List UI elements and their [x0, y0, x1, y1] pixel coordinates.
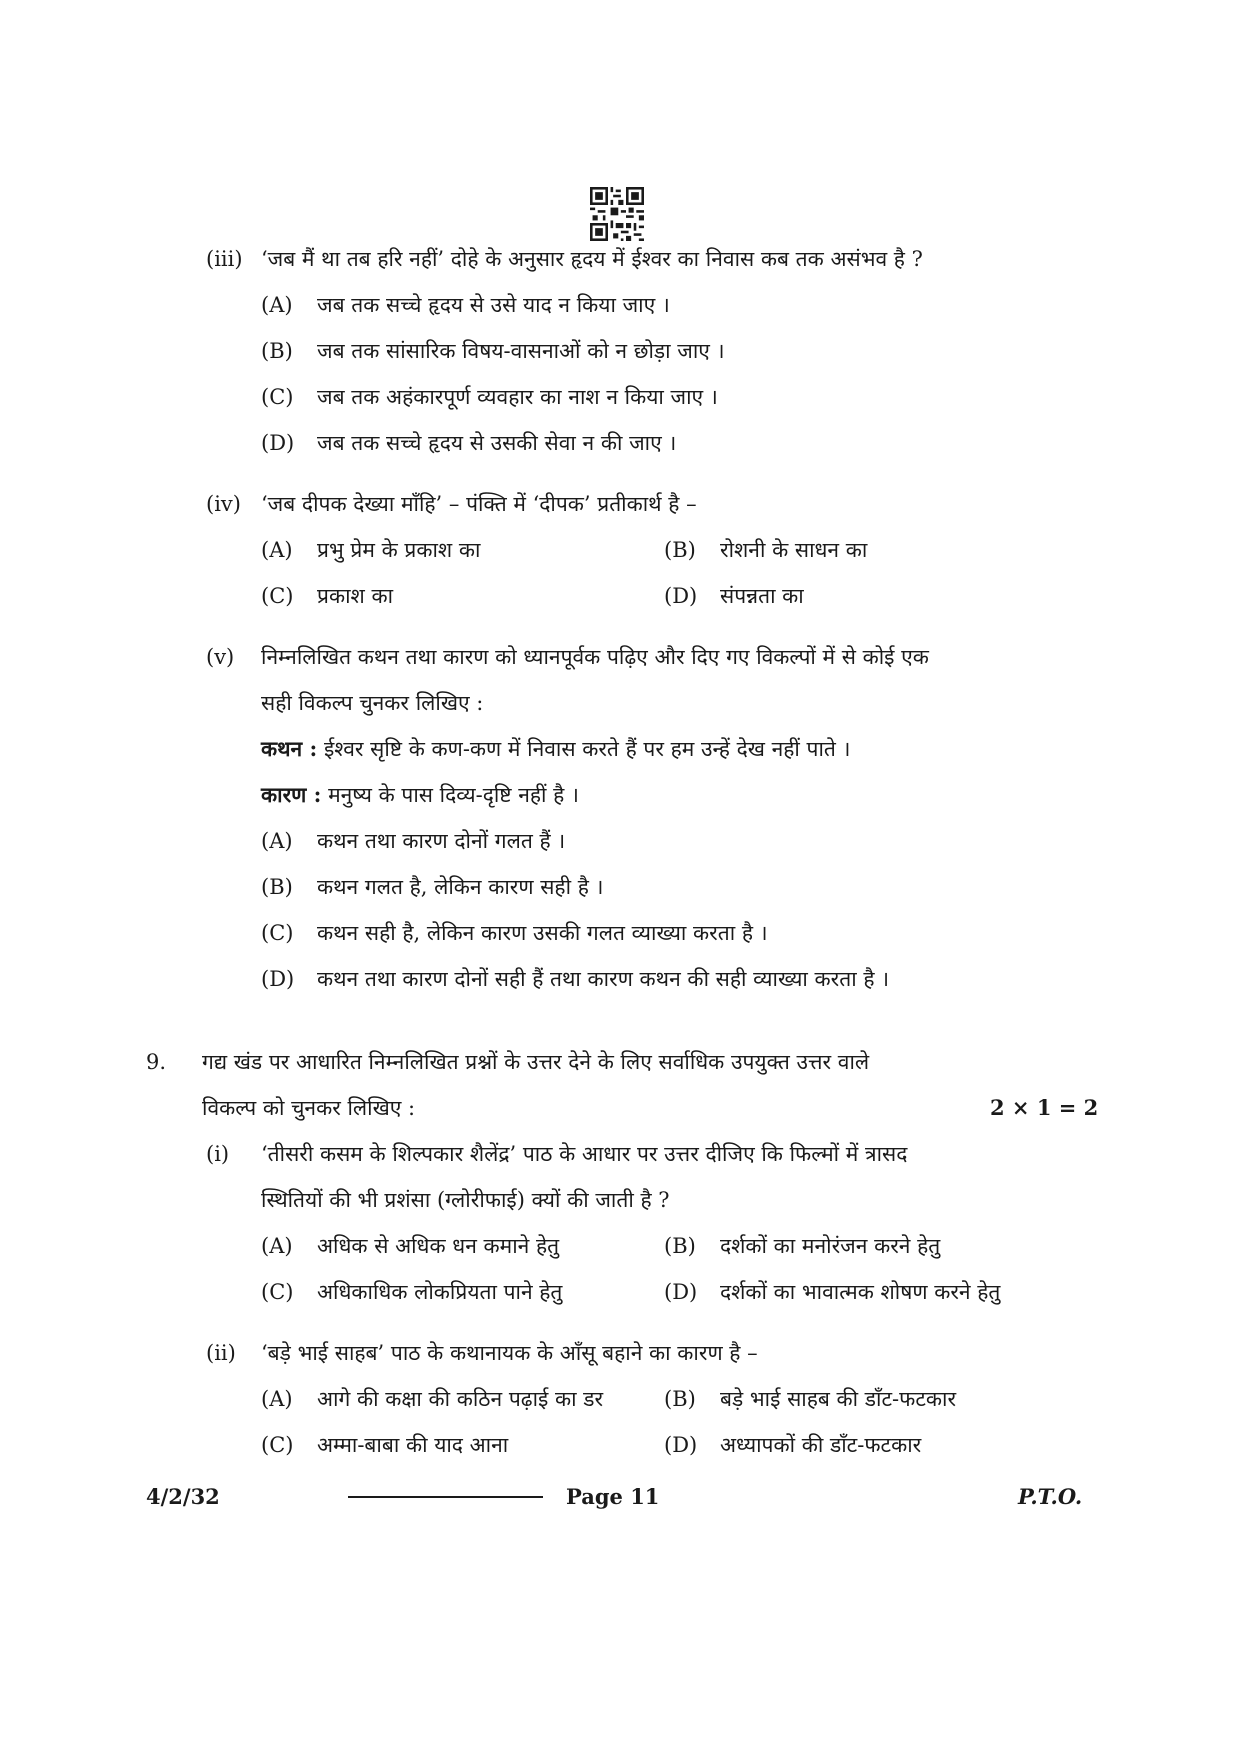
option-text: अध्यापकों की डाँट-फटकार: [720, 1433, 922, 1457]
option-d: [664, 1277, 1000, 1307]
option-d: [261, 428, 676, 458]
assertion-label: कथन :: [261, 736, 318, 761]
qr-code-icon: [590, 187, 644, 241]
assertion: [261, 734, 851, 764]
footer-divider: [348, 1496, 543, 1498]
option-c: [261, 918, 768, 948]
reason-label: कारण :: [261, 782, 322, 807]
question-text-line-2: सही विकल्प चुनकर लिखिए :: [261, 691, 484, 715]
option-b: [664, 535, 867, 565]
option-text: जब तक सांसारिक विषय-वासनाओं को न छोड़ा जाए ।: [317, 339, 725, 363]
option-a: [261, 1231, 559, 1261]
option-label: (D): [664, 1280, 698, 1304]
question-number: (iv): [206, 492, 241, 516]
question-number: 9.: [146, 1050, 167, 1074]
option-text: अधिक से अधिक धन कमाने हेतु: [317, 1234, 560, 1258]
option-b: [261, 872, 603, 902]
option-a: [261, 1384, 603, 1414]
option-label: (D): [664, 584, 698, 608]
option-a: [261, 535, 480, 565]
option-label: (C): [261, 385, 294, 409]
reason: [261, 780, 579, 810]
option-text: कथन तथा कारण दोनों गलत हैं ।: [317, 829, 566, 853]
option-text: अधिकाधिक लोकप्रियता पाने हेतु: [317, 1280, 563, 1304]
option-c: [261, 581, 393, 611]
question-text-line-2: विकल्प को चुनकर लिखिए :: [202, 1096, 416, 1120]
page-number: Page 11: [566, 1484, 660, 1509]
option-d: [664, 581, 804, 611]
option-d: [664, 1430, 921, 1460]
option-label: (B): [664, 1387, 696, 1411]
option-text: प्रकाश का: [317, 584, 394, 608]
option-c: [261, 382, 718, 412]
option-text: जब तक सच्चे हृदय से उसे याद न किया जाए ।: [317, 293, 670, 317]
option-a: [261, 826, 565, 856]
question-number: (v): [206, 645, 235, 669]
option-label: (C): [261, 921, 294, 945]
option-label: (A): [261, 1387, 293, 1411]
question-number: (ii): [206, 1341, 236, 1365]
option-text: प्रभु प्रेम के प्रकाश का: [317, 538, 481, 562]
option-label: (B): [664, 538, 696, 562]
option-a: [261, 290, 670, 320]
option-label: (B): [261, 339, 293, 363]
option-text: जब तक अहंकारपूर्ण व्यवहार का नाश न किया जाए ।: [317, 385, 718, 409]
option-label: (D): [664, 1433, 698, 1457]
option-b: [664, 1231, 940, 1261]
assertion-text: ईश्वर सृष्टि के कण-कण में निवास करते हैं पर हम उन्हें देख नहीं पाते ।: [323, 737, 851, 761]
option-label: (C): [261, 1280, 294, 1304]
option-c: [261, 1430, 508, 1460]
question-text-line-2: स्थितियों की भी प्रशंसा (ग्लोरीफाई) क्यों की जाती है ?: [261, 1188, 670, 1212]
question-number: (i): [206, 1142, 230, 1166]
option-label: (A): [261, 538, 293, 562]
option-d: [261, 964, 889, 994]
option-text: कथन तथा कारण दोनों सही हैं तथा कारण कथन की सही व्याख्या करता है ।: [317, 967, 890, 991]
reason-text: मनुष्य के पास दिव्य-दृष्टि नहीं है ।: [328, 783, 579, 807]
question-text-line-1: निम्नलिखित कथन तथा कारण को ध्यानपूर्वक पढ़िए और दिए गए विकल्पों में से कोई एक: [261, 645, 929, 669]
option-text: संपन्नता का: [720, 584, 804, 608]
option-label: (B): [261, 875, 293, 899]
option-text: कथन सही है, लेकिन कारण उसकी गलत व्याख्या करता है ।: [317, 921, 768, 945]
option-text: जब तक सच्चे हृदय से उसकी सेवा न की जाए ।: [317, 431, 677, 455]
marks-allocation: 2 × 1 = 2: [990, 1095, 1099, 1120]
option-label: (A): [261, 1234, 293, 1258]
option-c: [261, 1277, 562, 1307]
pto-label: P.T.O.: [1018, 1484, 1083, 1509]
option-label: (D): [261, 431, 295, 455]
option-b: [261, 336, 725, 366]
paper-code: 4/2/32: [146, 1484, 220, 1509]
question-text: ‘जब मैं था तब हरि नहीं’ दोहे के अनुसार हृदय में ईश्वर का निवास कब तक असंभव है ?: [261, 247, 923, 271]
option-text: बड़े भाई साहब की डाँट-फटकार: [720, 1387, 957, 1411]
option-label: (B): [664, 1234, 696, 1258]
option-text: दर्शकों का भावात्मक शोषण करने हेतु: [720, 1280, 1001, 1304]
option-text: अम्मा-बाबा की याद आना: [317, 1433, 509, 1457]
option-label: (C): [261, 1433, 294, 1457]
option-text: दर्शकों का मनोरंजन करने हेतु: [720, 1234, 941, 1258]
option-label: (D): [261, 967, 295, 991]
option-label: (A): [261, 829, 293, 853]
option-text: आगे की कक्षा की कठिन पढ़ाई का डर: [317, 1387, 604, 1411]
question-text-line-1: ‘तीसरी कसम के शिल्पकार शैलेंद्र’ पाठ के आधार पर उत्तर दीजिए कि फिल्मों में त्रासद: [261, 1142, 908, 1166]
question-text: ‘जब दीपक देख्या माँहि’ – पंक्ति में ‘दीपक’ प्रतीकार्थ है –: [261, 492, 697, 516]
option-label: (A): [261, 293, 293, 317]
option-text: रोशनी के साधन का: [720, 538, 868, 562]
question-text-line-1: गद्य खंड पर आधारित निम्नलिखित प्रश्नों के उत्तर देने के लिए सर्वाधिक उपयुक्त उत्तर वाले: [202, 1050, 870, 1074]
question-text: ‘बड़े भाई साहब’ पाठ के कथानायक के आँसू बहाने का कारण है –: [261, 1341, 758, 1365]
option-text: कथन गलत है, लेकिन कारण सही है ।: [317, 875, 604, 899]
option-b: [664, 1384, 956, 1414]
option-label: (C): [261, 584, 294, 608]
question-number: (iii): [206, 247, 243, 271]
